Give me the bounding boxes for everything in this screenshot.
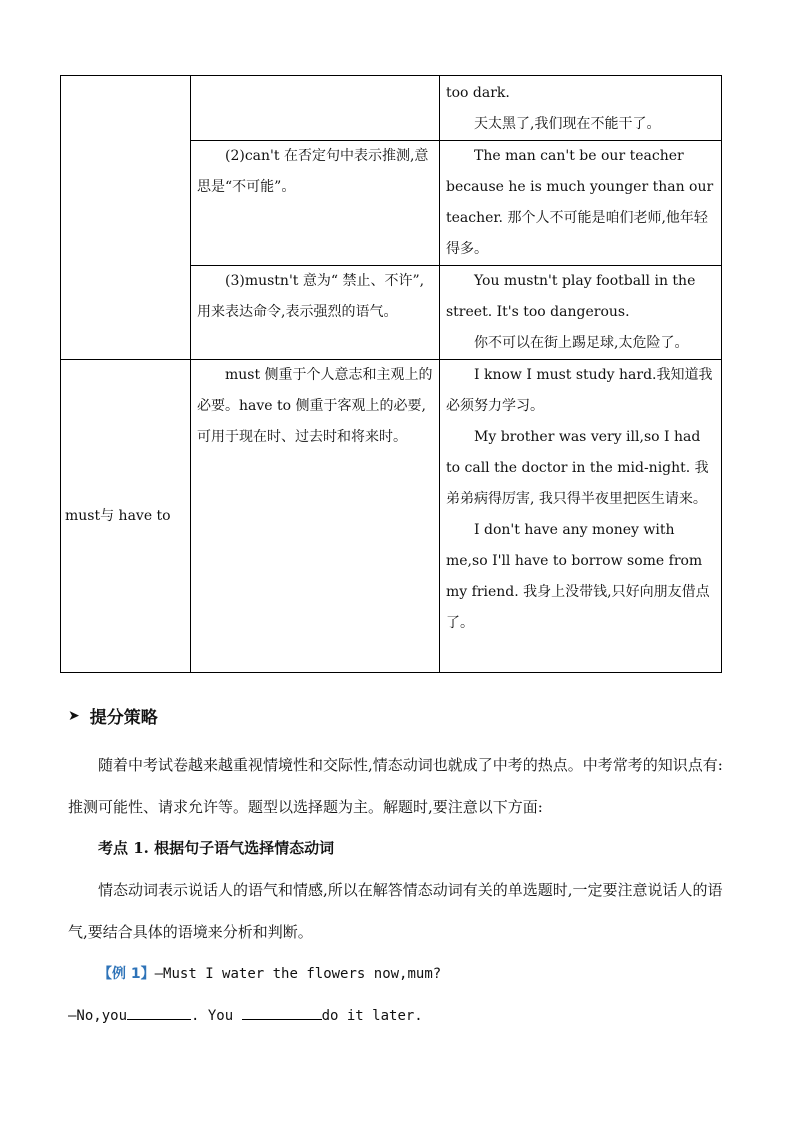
explain-text: (2)can't 在否定句中表示推测,意思是“不可能”。 <box>197 148 429 195</box>
answer-blank[interactable] <box>127 1004 191 1020</box>
example-line1: —Must I water the flowers now,mum? <box>154 966 442 982</box>
intro-paragraph <box>68 744 728 828</box>
example-text: You mustn't play football in the street. It's too dangerous. <box>446 273 696 320</box>
arrow-right-icon: ➤ <box>68 707 80 724</box>
table-cell-examples <box>440 266 722 360</box>
example-tag: 【例 1】 <box>98 966 155 982</box>
grammar-table <box>60 75 722 673</box>
example-text: too dark. <box>446 85 510 101</box>
example-text: I know I must study hard.我知道我必须努力学习。 <box>446 367 713 414</box>
section-heading <box>68 703 158 728</box>
table-cell-examples <box>440 141 722 266</box>
example-line2-part: . You <box>191 1008 242 1024</box>
intro-text: 随着中考试卷越来越重视情境性和交际性,情态动词也就成了中考的热点。中考常考的知识点有:推测可能性、请求允许等。题型以选择题为主。解题时,要注意以下方面: <box>68 756 723 816</box>
table-cell-label-empty <box>61 76 191 360</box>
kaodian-paragraph <box>68 869 728 953</box>
example-question <box>68 953 758 995</box>
example-text: 你不可以在街上踢足球,太危险了。 <box>474 335 689 351</box>
example-answer-line <box>68 995 728 1037</box>
example-line2-part: do it later. <box>321 1008 423 1024</box>
table-row <box>61 360 722 673</box>
table-cell-examples <box>440 76 722 141</box>
table-cell-examples <box>440 360 722 673</box>
section-title: 提分策略 <box>89 708 158 728</box>
explain-text: (3)mustn't 意为“ 禁止、不许”, 用来表达命令,表示强烈的语气。 <box>197 273 425 320</box>
table-cell-explain <box>191 141 440 266</box>
kaodian-text: 情态动词表示说话人的语气和情感,所以在解答情态动词有关的单选题时,一定要注意说话人的语气,要结合具体的语境来分析和判断。 <box>68 881 723 941</box>
kaodian-heading: 考点 1. 根据句子语气选择情态动词 <box>98 839 335 857</box>
table-cell-explain <box>191 360 440 673</box>
explain-text: must 侧重于个人意志和主观上的必要。have to 侧重于客观上的必要,可用于现在时、过去时和将来时。 <box>197 367 433 445</box>
table-row <box>61 76 722 141</box>
example-text: I don't have any money with me,so I'll have to borrow some from my friend. 我身上没带钱,只好向朋友借点了。 <box>446 522 710 631</box>
table-cell-explain <box>191 266 440 360</box>
answer-blank[interactable] <box>242 1004 322 1020</box>
example-text: My brother was very ill,so I had to call the doctor in the mid-night. 我弟弟病得厉害, 我只得半夜里把医生请来。 <box>446 429 709 507</box>
table-cell-label: must与 have to <box>61 360 191 673</box>
example-line2-part: —No,you <box>68 1008 128 1024</box>
example-text: 天太黑了,我们现在不能干了。 <box>474 116 661 132</box>
table-cell-explain <box>191 76 440 141</box>
example-text: The man can't be our teacher because he is much younger than our teacher. 那个人不可能是咱们老师,他年轻得多。 <box>446 148 714 257</box>
